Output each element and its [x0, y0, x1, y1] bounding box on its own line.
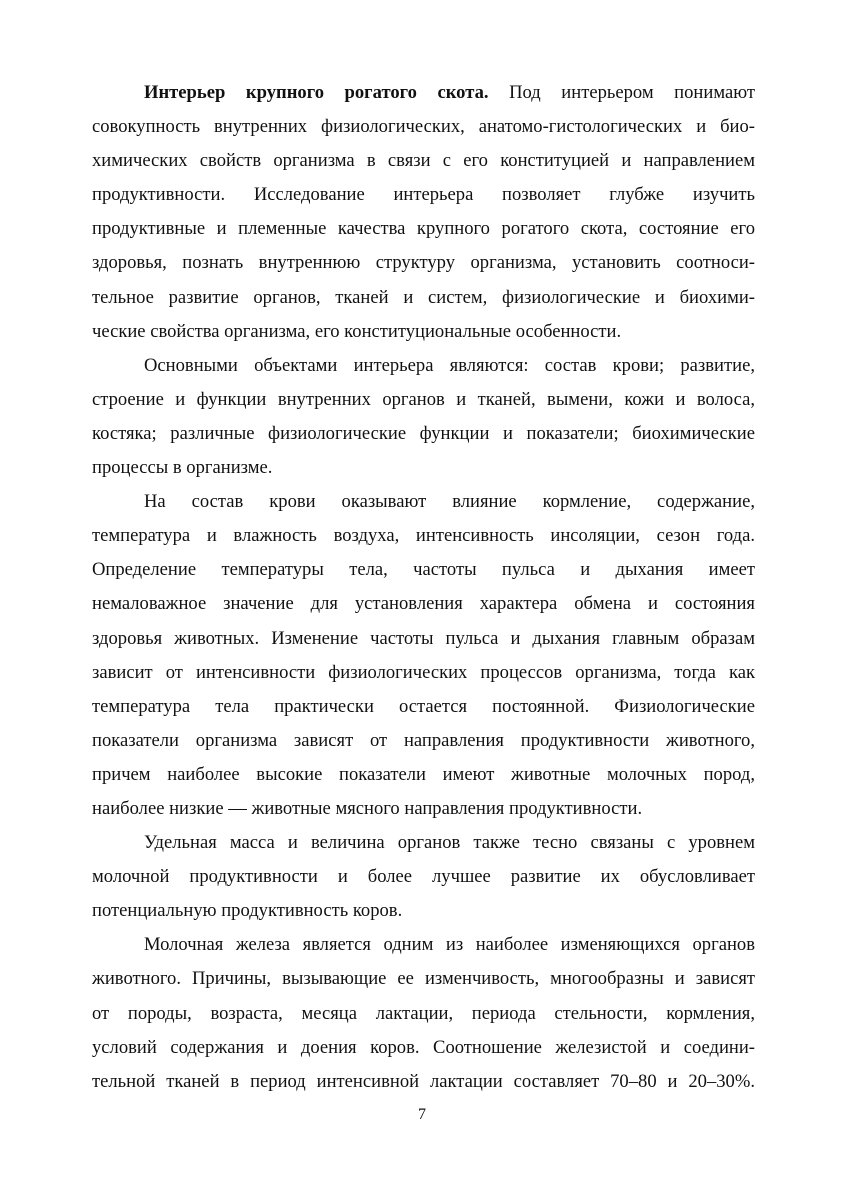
text-line: причем наиболее высокие показатели имеют животные молочных пород,: [92, 763, 755, 785]
text-line: костяка; различные физиологические функции и показатели; биохимические: [92, 422, 755, 444]
paragraph-interior-objects: [92, 349, 755, 485]
text-line: Определение температуры тела, частоты пульса и дыхания имеет: [92, 559, 755, 581]
text-line: зависит от интенсивности физиологических процессов организма, тогда как: [92, 661, 755, 683]
text-line: наиболее низкие — животные мясного направления продуктивности.: [92, 797, 643, 819]
text-line: Молочная железа является одним из наиболее изменяющихся органов: [144, 934, 755, 956]
text-line: животного. Причины, вызывающие ее изменчивость, многообразны и зависят: [92, 968, 755, 990]
section-heading: Интерьер крупного рогатого скота.: [144, 82, 489, 103]
text-line: показатели организма зависят от направления продуктивности животного,: [92, 729, 755, 751]
paragraph-mammary-gland: [92, 928, 755, 1098]
text-line: Интерьер крупного рогатого скота. Под интерьером понимают: [144, 82, 755, 103]
text-line: продуктивности. Исследование интерьера позволяет глубже изучить: [92, 184, 755, 206]
text-line: температура тела практически остается постоянной. Физиологические: [92, 695, 755, 717]
paragraph-organ-mass: [92, 826, 755, 928]
text-line: Удельная масса и величина органов также тесно связаны с уровнем: [144, 832, 755, 854]
text-line: совокупность внутренних физиологических, анатомо-гистологических и био-: [92, 116, 755, 138]
text-line: тельное развитие органов, тканей и систем, физиологические и биохими-: [92, 286, 755, 308]
text-line: от породы, возраста, месяца лактации, периода стельности, кормления,: [92, 1002, 755, 1024]
text-line: температура и влажность воздуха, интенсивность инсоляции, сезон года.: [92, 525, 755, 547]
text-line: На состав крови оказывают влияние кормление, содержание,: [144, 491, 755, 513]
page-number: 7: [418, 1106, 426, 1123]
text-line: здоровья животных. Изменение частоты пульса и дыхания главным образам: [92, 627, 755, 649]
paragraph-blood-composition: [92, 485, 755, 826]
paragraph-interior-definition: [92, 76, 755, 349]
text-line: строение и функции внутренних органов и тканей, вымени, кожи и волоса,: [92, 388, 755, 410]
text-line: химических свойств организма в связи с его конституцией и направлением: [92, 150, 755, 172]
body-text: [92, 76, 755, 1099]
text-line: молочной продуктивности и более лучшее развитие их обусловливает: [92, 866, 755, 888]
text-line: продуктивные и племенные качества крупного рогатого скота, состояние его: [92, 218, 755, 240]
text-line: тельной тканей в период интенсивной лактации составляет 70–80 и 20–30%.: [92, 1070, 755, 1092]
text-line: здоровья, познать внутреннюю структуру организма, установить соотноси-: [92, 252, 755, 274]
text-line: потенциальную продуктивность коров.: [92, 900, 403, 922]
text-line: условий содержания и доения коров. Соотношение железистой и соедини-: [92, 1036, 755, 1058]
text-line: процессы в организме.: [92, 457, 273, 479]
text-line: Основными объектами интерьера являются: состав крови; развитие,: [144, 354, 755, 376]
text-line: ческие свойства организма, его конституциональные особенности.: [92, 320, 622, 342]
text-line: немаловажное значение для установления характера обмена и состояния: [92, 593, 755, 615]
